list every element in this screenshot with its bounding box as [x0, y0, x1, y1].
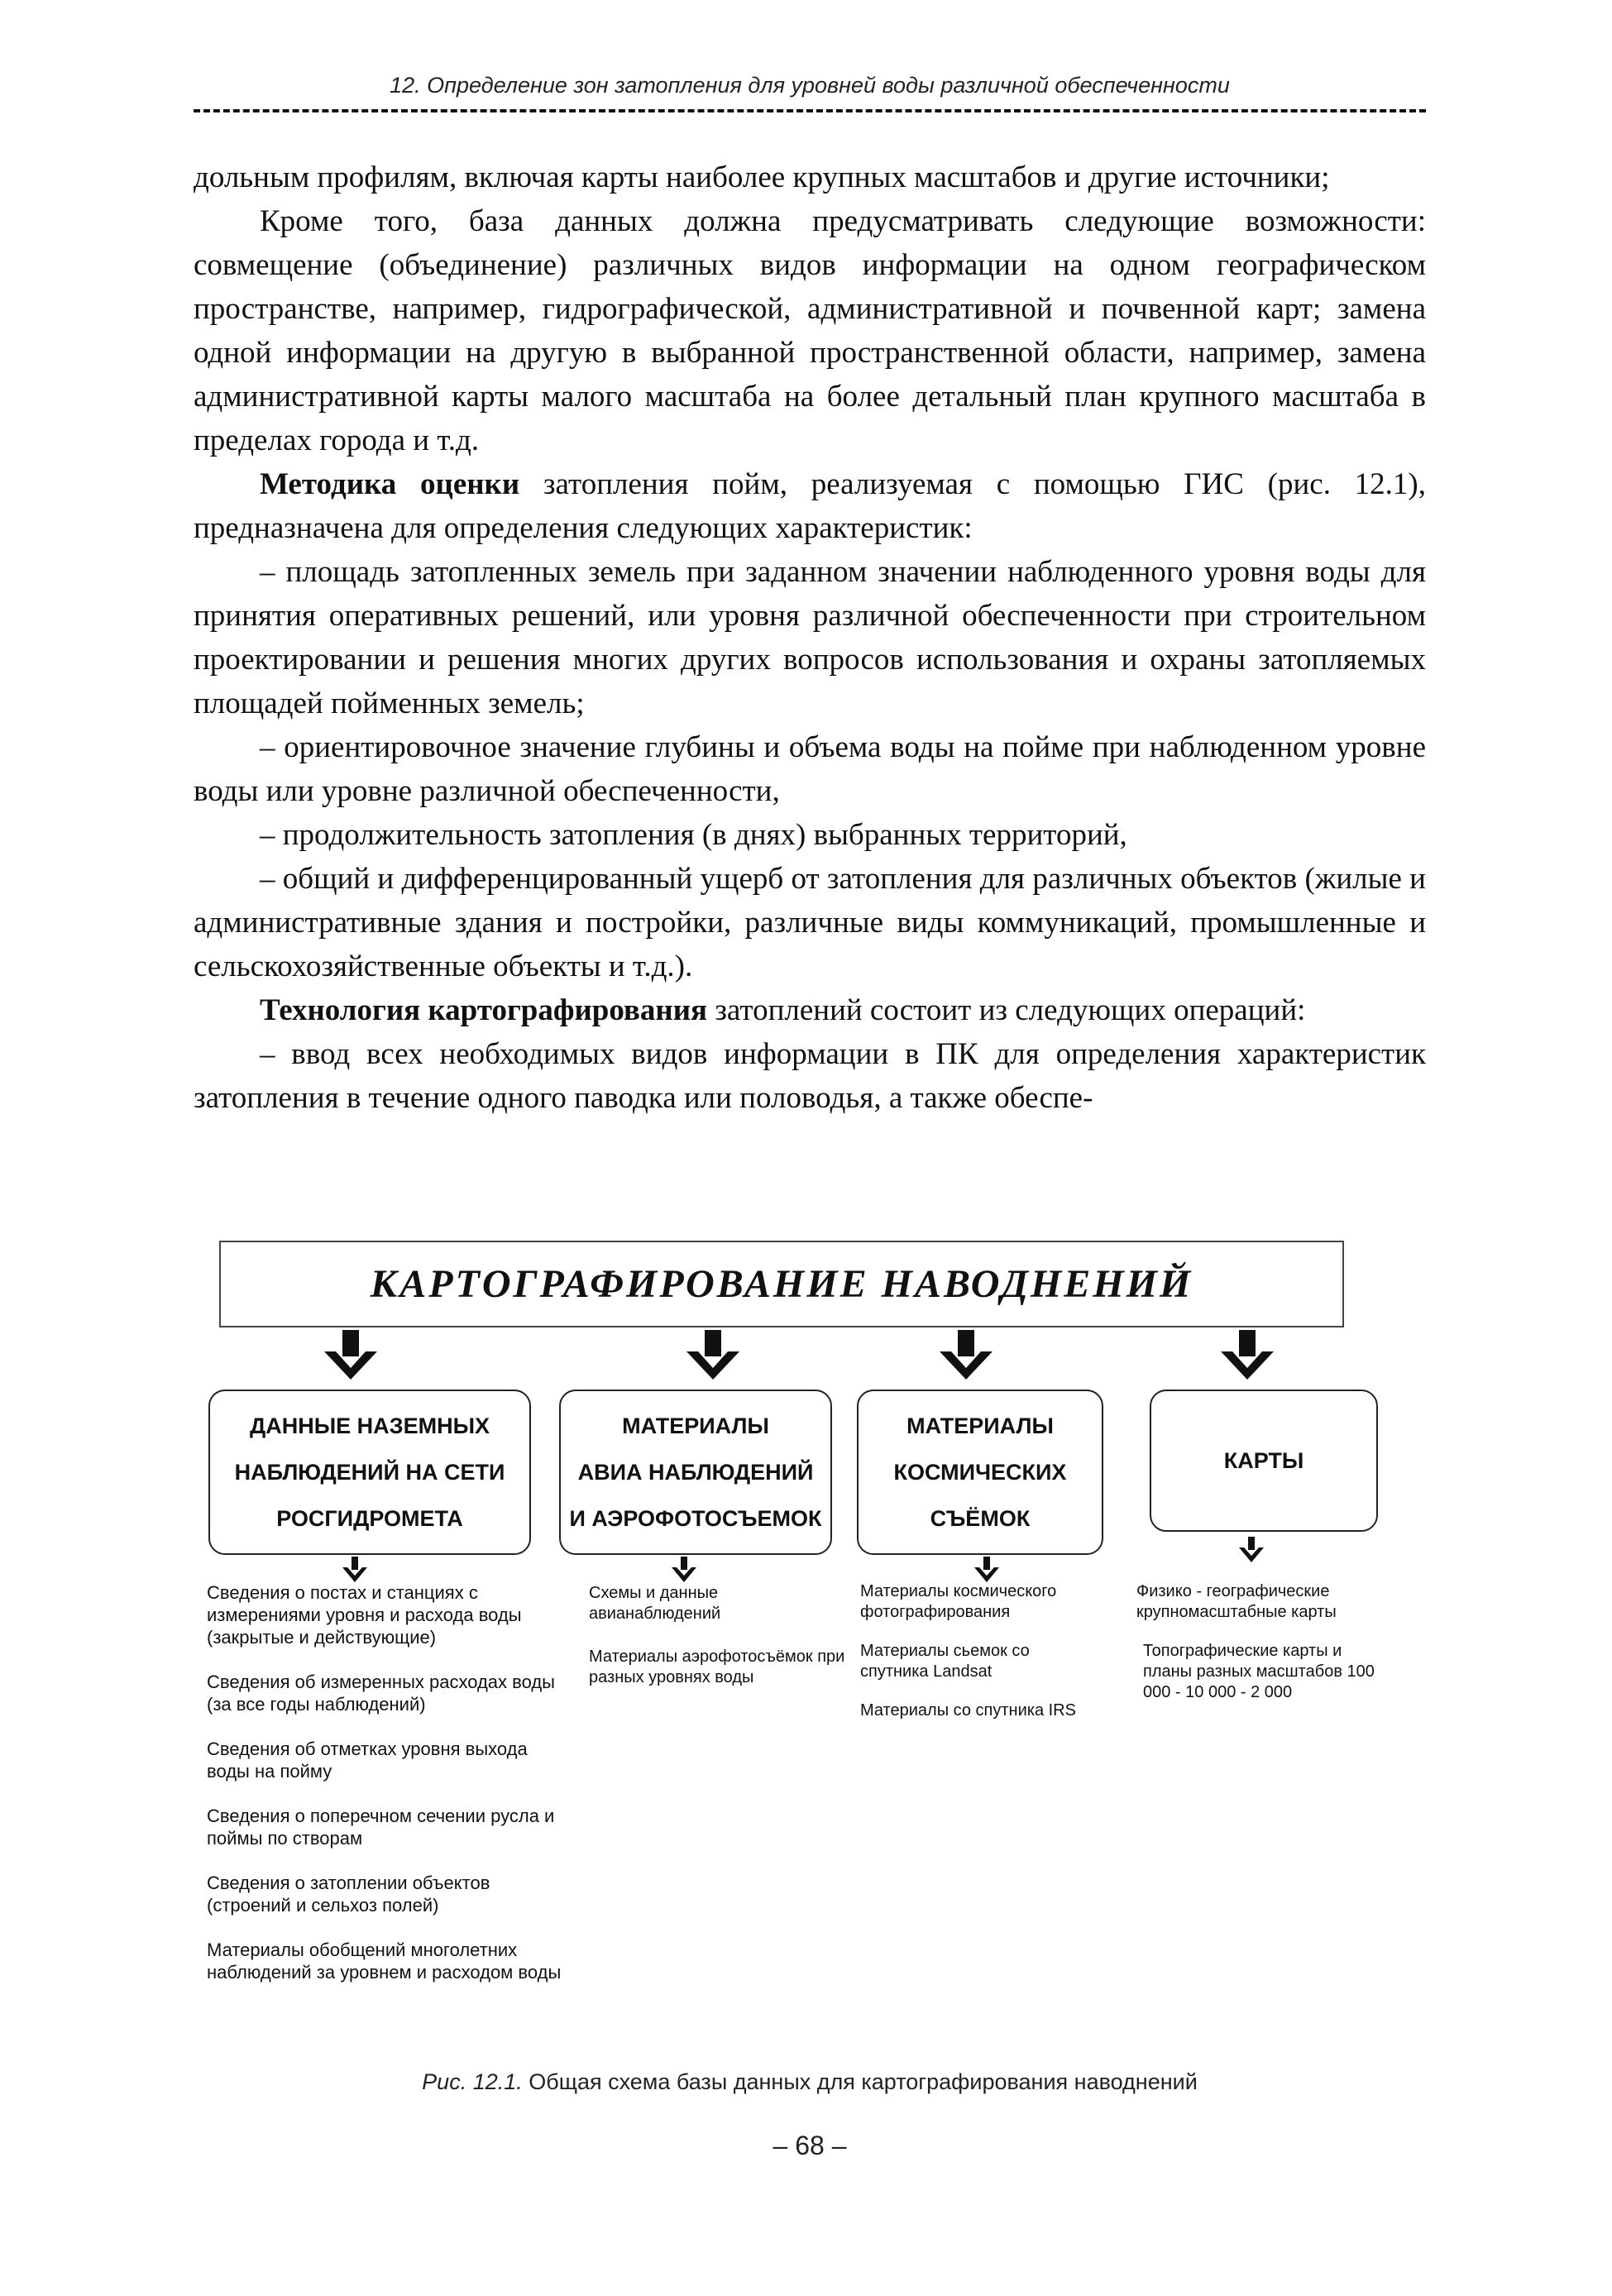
- list-item: Материалы аэрофотосъёмок при разных уровнях воды: [589, 1648, 845, 1686]
- list-item: Материалы обобщений многолетних наблюдений за уровнем и расходом воды: [207, 1940, 562, 1983]
- paragraph: [194, 199, 1426, 462]
- paragraph-text: затопления пойм, реализуемая с помощью ГИС (рис. 12.1), предназначена для определения следующих характеристик:: [194, 467, 1426, 545]
- category-label-line: НАБЛЮДЕНИЙ НА СЕТИ: [234, 1460, 505, 1485]
- paragraph-text: дольным профилям, включая карты наиболее крупных масштабов и другие источники;: [194, 160, 1330, 194]
- category-label-line: И АЭРОФОТОСЪЕМОК: [569, 1506, 822, 1531]
- list-item: Материалы космического фотографирования: [860, 1582, 1057, 1621]
- list-item: Сведения об отметках уровня выхода воды на пойму: [207, 1739, 528, 1782]
- category-label-line: МАТЕРИАЛЫ: [622, 1413, 769, 1438]
- figure-caption-text: Общая схема базы данных для картографирования наводнений: [522, 2069, 1198, 2094]
- arrow-down-icon: [342, 1557, 367, 1583]
- paragraph: [194, 155, 1426, 199]
- list-item: Сведения об измеренных расходах воды (за все годы наблюдений): [207, 1672, 555, 1715]
- list-item: Материалы со спутника IRS: [860, 1701, 1076, 1720]
- figure-label: Рис. 12.1.: [422, 2069, 523, 2094]
- category-label-line: РОСГИДРОМЕТА: [276, 1506, 463, 1531]
- list-item: Сведения о затоплении объектов (строений и сельхоз полей): [207, 1873, 490, 1916]
- arrow-down-icon: [1239, 1537, 1264, 1563]
- arrow-down-icon: [974, 1557, 999, 1583]
- diagram-title: КАРТОГРАФИРОВАНИЕ НАВОДНЕНИЙ: [219, 1241, 1344, 1327]
- figure-caption: [194, 2069, 1426, 2095]
- category-label-line: МАТЕРИАЛЫ: [906, 1413, 1054, 1438]
- list-item: Физико - географические крупномасштабные карты: [1136, 1582, 1337, 1621]
- maps-list: [1136, 1581, 1385, 1725]
- category-label-line: АВИА НАБЛЮДЕНИЙ: [577, 1460, 814, 1485]
- paragraph-text: – общий и дифференцированный ущерб от затопления для различных объектов (жилые и административные здания и постройки, различные виды коммуникаций, промышленные и сельскохозяйственные объекты и т.д.).: [194, 862, 1426, 983]
- category-label-line: КАРТЫ: [1223, 1448, 1304, 1473]
- paragraph: [194, 462, 1426, 550]
- paragraph: [194, 988, 1426, 1032]
- paragraph-lead-term: Технология картографирования: [260, 993, 708, 1027]
- paragraph: [194, 1032, 1426, 1120]
- aerial-materials-list: [589, 1583, 862, 1710]
- category-label-line: КОСМИЧЕСКИХ: [893, 1460, 1067, 1485]
- paragraph: [194, 550, 1426, 725]
- paragraph-text: Кроме того, база данных должна предусматривать следующие возможности: совмещение (объединение) различных видов информации на одном географическом пространстве, например, гидрографической, административной и почвенной карт; замена одной информации на другую в выбранной пространственной области, например, замена административной карты малого масштаба на более детальный план крупного масштаба в пределах города и т.д.: [194, 204, 1426, 457]
- paragraph-lead-term: Методика оценки: [260, 467, 520, 501]
- category-label-line: СЪЁМОК: [930, 1506, 1031, 1531]
- paragraph-text: – ввод всех необходимых видов информации в ПК для определения характеристик затопления в течение одного паводка или половодья, а также обеспе-: [194, 1037, 1426, 1115]
- paragraph-text: – продолжительность затопления (в днях) выбранных территорий,: [260, 818, 1127, 852]
- arrow-down-icon: [940, 1330, 993, 1381]
- category-space-imagery: [857, 1390, 1103, 1555]
- arrow-down-icon: [1221, 1330, 1274, 1381]
- body-text: [194, 155, 1426, 1120]
- header-dashed-rule: [194, 109, 1426, 112]
- ground-observations-list: [207, 1581, 571, 2006]
- arrow-down-icon: [672, 1557, 696, 1583]
- paragraph-text: – ориентировочное значение глубины и объема воды на пойме при наблюденном уровне воды или уровне различной обеспеченности,: [194, 730, 1426, 808]
- page-number: – 68 –: [773, 2131, 847, 2160]
- category-aerial-materials: [559, 1390, 832, 1555]
- paragraph: [194, 857, 1426, 988]
- list-item: Материалы сьемок со спутника Landsat: [860, 1642, 1030, 1681]
- category-maps: [1150, 1390, 1378, 1532]
- list-item: Сведения о поперечном сечении русла и поймы по створам: [207, 1806, 555, 1849]
- list-item: Сведения о постах и станциях с измерениями уровня и расхода воды (закрытые и действующие): [207, 1582, 522, 1648]
- list-item: Схемы и данные авианаблюдений: [589, 1584, 721, 1623]
- paragraph-text: затоплений состоит из следующих операций:: [707, 993, 1306, 1027]
- category-ground-observations: [208, 1390, 531, 1555]
- category-label-line: ДАННЫЕ НАЗЕМНЫХ: [249, 1413, 490, 1438]
- arrow-down-icon: [686, 1330, 739, 1381]
- paragraph-text: – площадь затопленных земель при заданном значении наблюденного уровня воды для принятия оперативных решений, или уровня различной обеспеченности при строительном проектировании и решения многих других вопросов использования и охраны затопляемых площадей пойменных земель;: [194, 555, 1426, 720]
- running-head: 12. Определение зон затопления для уровней воды различной обеспеченности: [390, 73, 1230, 98]
- list-item: Топографические карты и планы разных масштабов 100 000 - 10 000 - 2 000: [1143, 1642, 1375, 1701]
- space-imagery-list: [860, 1581, 1108, 1744]
- paragraph: [194, 725, 1426, 813]
- paragraph: [194, 813, 1426, 857]
- arrow-down-icon: [324, 1330, 377, 1381]
